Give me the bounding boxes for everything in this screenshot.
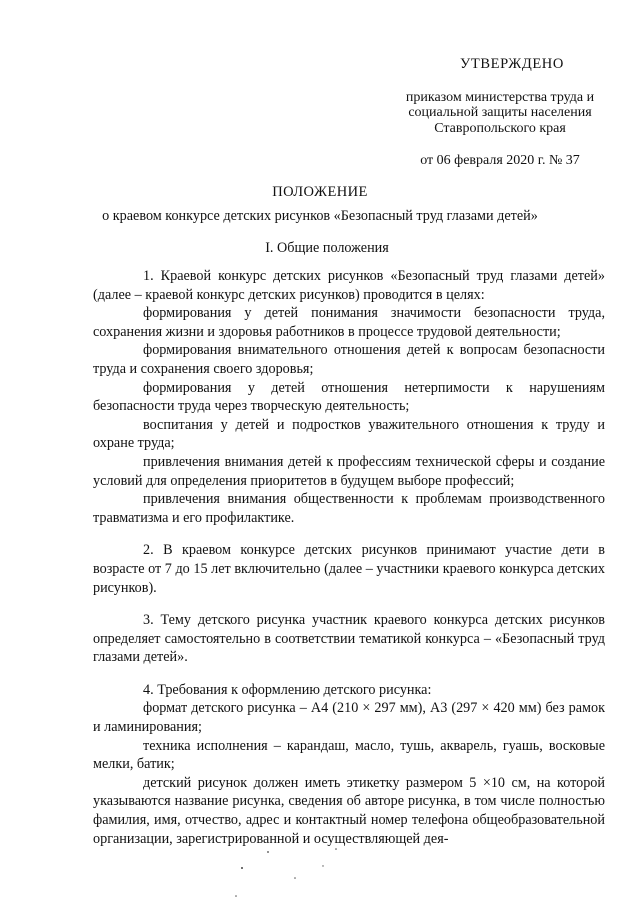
document-title: ПОЛОЖЕНИЕ [272,184,368,200]
paragraph-2: 2. В краевом конкурсе детских рисунков принимают участие дети в возрасте от 7 до 15 лет включительно (далее – участники краевого конкурса детских рисунков). [93,542,605,596]
approval-date: от 06 февраля 2020 г. № 37 [420,153,580,169]
approval-stamp [380,55,620,171]
paragraph-goal-5: привлечения внимания детей к профессиям технической сферы и создание условий для определения приоритетов в будущем выборе профессий; [93,453,605,489]
scan-speck [235,895,237,897]
paragraph-gap [93,597,605,611]
approval-line-2: социальной защиты населения [408,105,592,121]
approval-heading: УТВЕРЖДЕНО [460,56,564,72]
paragraph-gap [93,667,605,681]
paragraph-goal-6: привлечения внимания общественности к проблемам производственного травматизма и его профилактике. [93,491,605,526]
scan-speck [241,867,243,869]
document-subtitle: о краевом конкурсе детских рисунков «Безопасный труд глазами детей» [102,208,538,224]
approval-line-3: Ставропольского края [434,120,566,136]
scan-speck [294,877,296,879]
scan-speck [335,848,337,850]
scan-speck [267,851,269,853]
paragraph-goal-1: формирования у детей понимания значимости безопасности труда, сохранения жизни и здоровья работников в процессе трудовой деятельности; [93,305,605,340]
paragraph-goal-2: формирования внимательного отношения детей к вопросам безопасности труда и сохранения своего здоровья; [93,342,605,377]
document-body [93,267,605,848]
paragraph-1: 1. Краевой конкурс детских рисунков «Безопасный труд глазами детей» (далее – краевой конкурс детских рисунков) проводится в целях: [93,268,605,303]
paragraph-goal-3: формирования у детей отношения нетерпимости к нарушениям безопасности труда через творческую деятельность; [93,379,605,415]
section-heading: I. Общие положения [265,240,389,256]
paragraph-gap [93,527,605,541]
paragraph-goal-4: воспитания у детей и подростков уважительного отношения к труду и охране труда; [93,416,605,452]
paragraph-3: 3. Тему детского рисунка участник краевого конкурса детских рисунков определяет самостоятельно в соответствии тематикой конкурса – «Безопасный труд глазами детей». [93,612,605,666]
paragraph-4: 4. Требования к оформлению детского рисунка: [143,681,432,698]
scan-speck [322,865,323,866]
paragraph-req-3: детский рисунок должен иметь этикетку размером 5 ×10 см, на которой указываются название рисунка, сведения об авторе рисунка, в том числе полностью фамилия, имя, отчество, адрес и контактный номер телефона общеобразовательной организации, зарегистрированной и осуществляющей дея- [93,774,605,847]
approval-line-1: приказом министерства труда и [405,89,595,105]
paragraph-req-2: техника исполнения – карандаш, масло, тушь, акварель, гуашь, восковые мелки, батик; [93,737,605,773]
paragraph-req-1: формат детского рисунка – А4 (210 × 297 мм), А3 (297 × 420 мм) без рамок и ламинирования; [93,700,605,736]
